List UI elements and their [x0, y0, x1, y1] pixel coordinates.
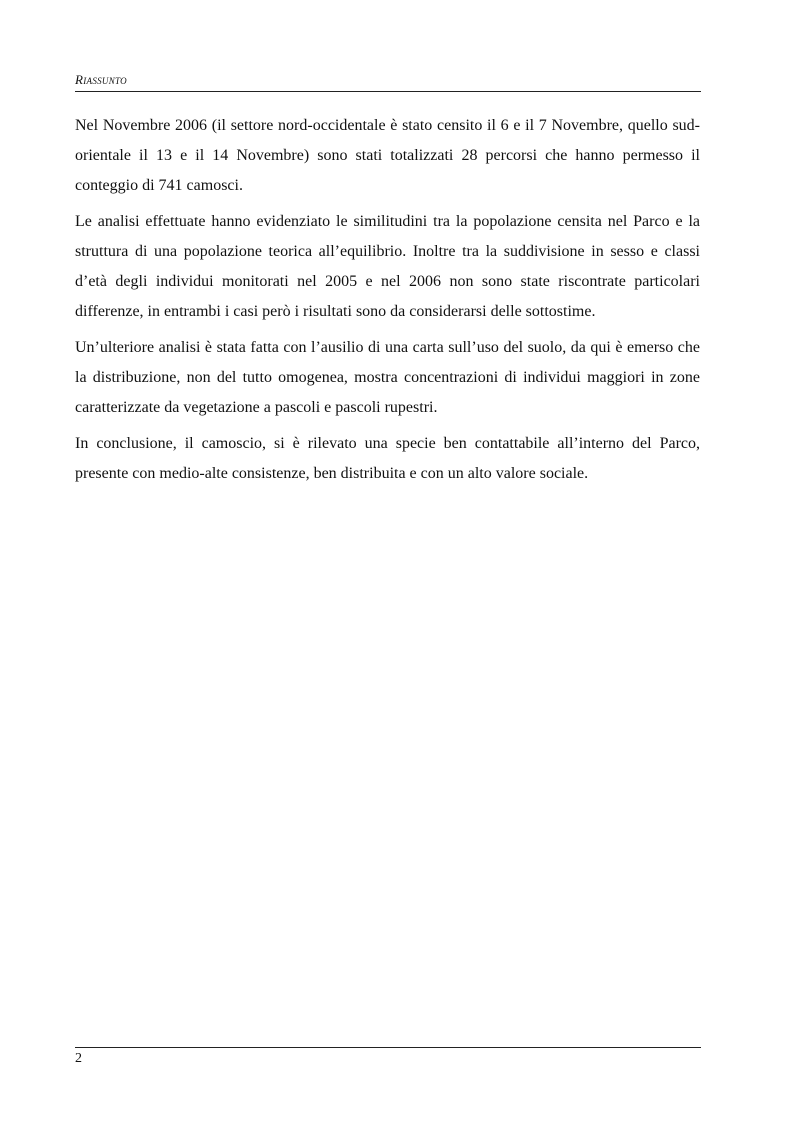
page-footer: [75, 1047, 701, 1066]
paragraph-census-summary: Nel Novembre 2006 (il settore nord-occidentale è stato censito il 6 e il 7 Novembre, quello sud-orientale il 13 e il 14 Novembre) sono stati totalizzati 28 percorsi che hanno permesso il conteggio di 741 camosci.: [75, 117, 700, 194]
page-number: 2: [75, 1051, 82, 1066]
paragraph-conclusion: In conclusione, il camoscio, si è rilevato una specie ben contattabile all’interno del Parco, presente con medio-alte consistenze, ben distribuita e con un alto valore sociale.: [75, 435, 700, 482]
paragraph-land-use-analysis: Un’ulteriore analisi è stata fatta con l’ausilio di una carta sull’uso del suolo, da qui è emerso che la distribuzione, non del tutto omogenea, mostra concentrazioni di individui maggiori in zone caratterizzate da vegetazione a pascoli e pascoli rupestri.: [75, 339, 700, 416]
paragraph-population-analysis: Le analisi effettuate hanno evidenziato le similitudini tra la popolazione censita nel Parco e la struttura di una popolazione teorica all’equilibrio. Inoltre tra la suddivisione in sesso e classi d’età degli individui monitorati nel 2005 e nel 2006 non sono state riscontrate particolari differenze, in entrambi i casi però i risultati sono da considerarsi delle sottostime.: [75, 213, 700, 320]
page-header: [75, 72, 701, 92]
running-header-title: Riassunto: [75, 72, 127, 87]
document-body: [75, 111, 700, 495]
